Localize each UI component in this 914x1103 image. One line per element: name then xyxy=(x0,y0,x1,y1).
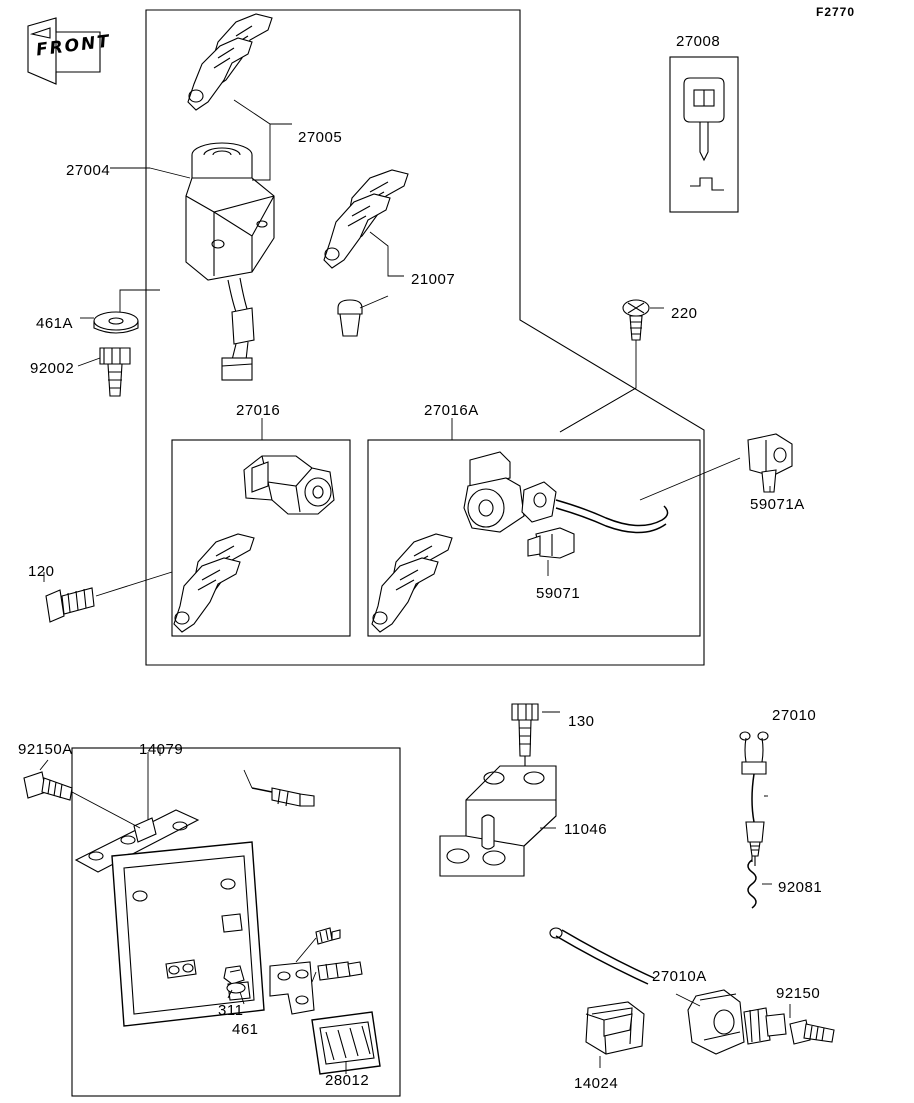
part-label-27010A: 27010A xyxy=(652,968,707,985)
part-label-28012: 28012 xyxy=(325,1072,370,1089)
part-label-311: 311 xyxy=(218,1002,244,1019)
part-label-27016: 27016 xyxy=(236,402,281,419)
part-label-27004: 27004 xyxy=(66,162,111,179)
part-label-220: 220 xyxy=(671,305,698,322)
part-label-27010: 27010 xyxy=(772,707,817,724)
part-label-130: 130 xyxy=(568,713,595,730)
part-label-461A: 461A xyxy=(36,315,74,332)
part-label-27016A: 27016A xyxy=(424,402,479,419)
part-label-92002: 92002 xyxy=(30,360,75,377)
part-label-14024: 14024 xyxy=(574,1075,619,1092)
part-label-59071: 59071 xyxy=(536,585,581,602)
part-label-92081: 92081 xyxy=(778,879,823,896)
part-label-27008: 27008 xyxy=(676,33,721,50)
part-label-120: 120 xyxy=(28,563,55,580)
part-label-21007: 21007 xyxy=(411,271,456,288)
sheet-code: F2770 xyxy=(816,5,856,19)
front-label: FRONT xyxy=(35,31,112,61)
part-label-92150: 92150 xyxy=(776,985,821,1002)
part-label-92150A: 92150A xyxy=(18,741,73,758)
part-label-461: 461 xyxy=(232,1021,259,1038)
part-label-27005: 27005 xyxy=(298,129,343,146)
part-label-14079: 14079 xyxy=(139,741,184,758)
part-label-11046: 11046 xyxy=(564,821,608,838)
part-label-59071A: 59071A xyxy=(750,496,805,513)
